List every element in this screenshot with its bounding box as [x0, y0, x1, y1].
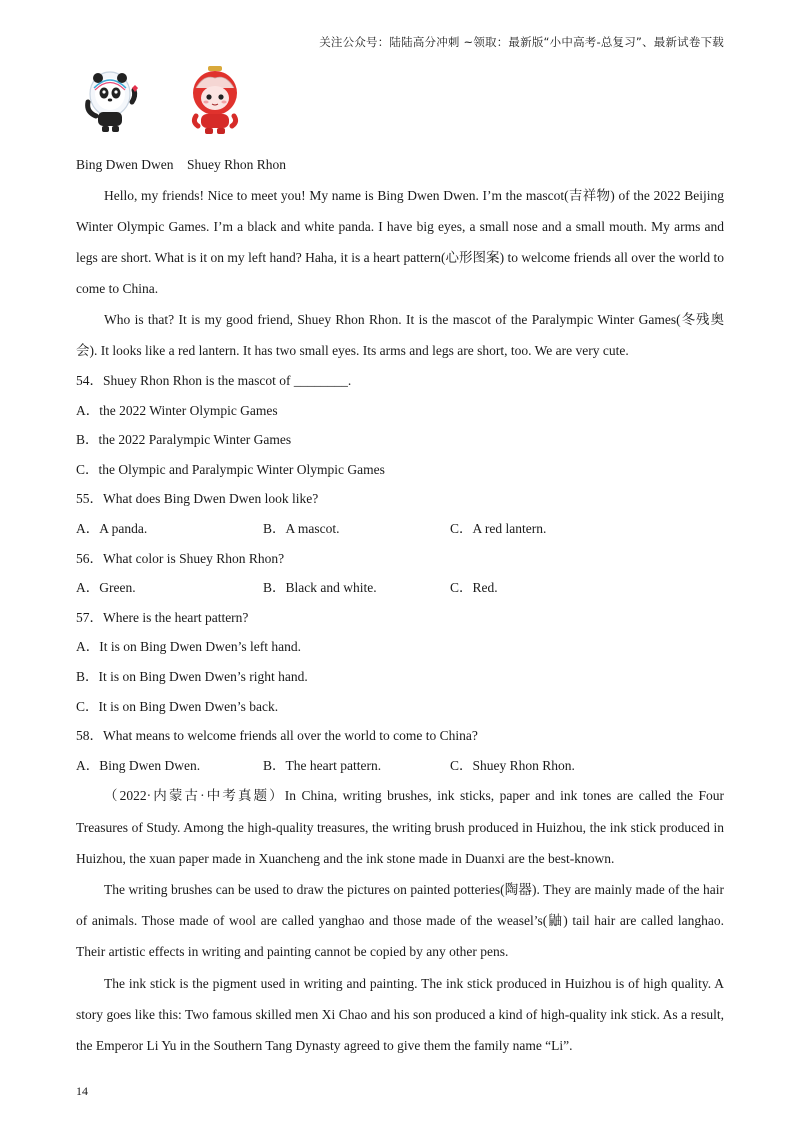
- passage1-paragraph-1: Hello, my friends! Nice to meet you! My name is Bing Dwen Dwen. I’m the mascot(吉祥物) of the 2022 Beijing Winter Olympic Games. I’m a black and white panda. I have big eyes, a small nose and a small mouth. My arms and legs are short. What is it on my left hand? Haha, it is a heart pattern(心形图案) to welcome friends all over the world to come to China.: [76, 188, 724, 296]
- question-55-options: [76, 514, 724, 544]
- page-header: 关注公众号：陆陆高分冲刺 ~领取：最新版“小中高考-总复习”、最新试卷下载: [319, 35, 724, 49]
- question-57-option-a: A．It is on Bing Dwen Dwen’s left hand.: [76, 639, 301, 655]
- question-58-option-c: C．Shuey Rhon Rhon.: [450, 757, 575, 773]
- question-55-option-a: A．A panda.: [76, 520, 148, 536]
- question-54-option-b: B．the 2022 Paralympic Winter Games: [76, 432, 292, 448]
- mascot-illustrations: [84, 66, 254, 140]
- question-54-option-c: C．the Olympic and Paralympic Winter Olympic Games: [76, 461, 385, 477]
- question-56-option-a: A．Green.: [76, 580, 136, 596]
- question-55-option-c: C．A red lantern.: [450, 520, 547, 536]
- question-56-stem: 56．What color is Shuey Rhon Rhon?: [76, 550, 285, 566]
- question-54-option-a: A．the 2022 Winter Olympic Games: [76, 402, 278, 418]
- mascot-names-caption: Bing Dwen Dwen Shuey Rhon Rhon: [76, 157, 286, 172]
- passage2-paragraph-3: The ink stick is the pigment used in writing and painting. The ink stick produced in Huizhou is of high quality. A story goes like this: Two famous skilled men Xi Chao and his son produced a kind of high-quality ink stick. As a result, the Emperor Li Yu in the Southern Tang Dynasty agreed to give them the family name “Li”.: [76, 975, 724, 1053]
- question-58-option-a: A．Bing Dwen Dwen.: [76, 757, 201, 773]
- bing-dwen-dwen-image: [88, 72, 138, 132]
- question-58-options: [76, 751, 724, 781]
- question-57-stem: 57．Where is the heart pattern?: [76, 609, 249, 625]
- passage2-paragraph-2: The writing brushes can be used to draw the pictures on painted potteries(陶器). They are mainly made of the hair of animals. Those made of wool are called yanghao and those made of the weasel’s(鼬) tail hair are called langhao. Their artistic effects in writing and painting cannot be copied by any other pens.: [76, 881, 724, 960]
- question-57-option-c: C．It is on Bing Dwen Dwen’s back.: [76, 698, 279, 714]
- page-number: 14: [76, 1084, 88, 1098]
- question-54-stem: 54．Shuey Rhon Rhon is the mascot of ________.: [76, 373, 352, 388]
- mascot-images: [84, 66, 254, 140]
- question-56-options: [76, 573, 724, 603]
- question-58-stem: 58．What means to welcome friends all over the world to come to China?: [76, 728, 478, 744]
- question-57-option-b: B．It is on Bing Dwen Dwen’s right hand.: [76, 668, 308, 684]
- question-56-option-b: B．Black and white.: [263, 580, 377, 596]
- question-56-option-c: C．Red.: [450, 580, 498, 596]
- passage1-paragraph-2: Who is that? It is my good friend, Shuey Rhon Rhon. It is the mascot of the Paralympic Winter Games(冬残奥会). It looks like a red lantern. It has two small eyes. Its arms and legs are short, too. We are very cute.: [76, 312, 724, 358]
- passage2-paragraph-1: （2022·内蒙古·中考真题）In China, writing brushes, ink sticks, paper and ink tones are called the Four Treasures of Study. Among the high-quality treasures, the writing brush produced in Huizhou, the ink stick produced in Huizhou, the xuan paper made in Xuancheng and the ink stone made in Duanxi are the best-known.: [76, 788, 724, 866]
- question-58-option-b: B．The heart pattern.: [263, 757, 382, 773]
- page-content: [76, 180, 724, 1061]
- question-55-option-b: B．A mascot.: [263, 520, 340, 536]
- shuey-rhon-rhon-image: [193, 66, 237, 134]
- question-55-stem: 55．What does Bing Dwen Dwen look like?: [76, 491, 319, 507]
